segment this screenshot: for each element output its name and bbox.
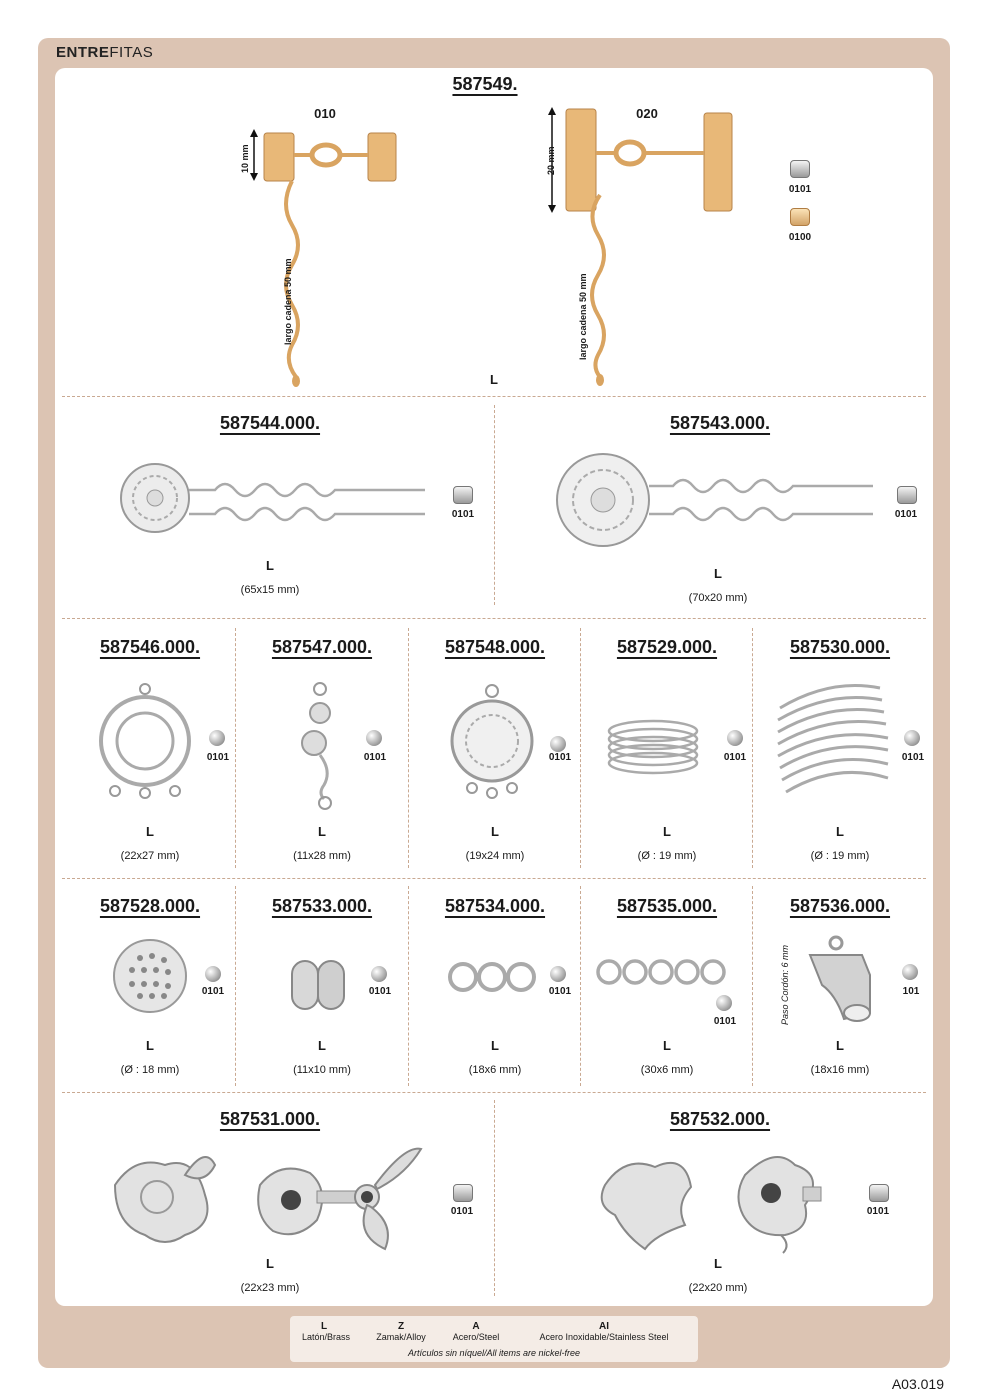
finish-swatch	[453, 1184, 473, 1202]
nickel-free-note: Artículos sin níquel/All items are nickel-free	[407, 1348, 581, 1358]
finish-code: 0101	[206, 752, 230, 763]
finish-code: 0101	[723, 752, 747, 763]
product-code: 587533.000.	[271, 896, 373, 916]
legend-key: L	[320, 1321, 328, 1332]
size-label: (22x23 mm)	[240, 1282, 300, 1294]
product-code: 587546.000.	[99, 637, 201, 657]
finish-swatch	[727, 730, 743, 746]
divider	[235, 628, 236, 868]
perforated-disc-image	[112, 938, 188, 1014]
size-label: (65x15 mm)	[240, 584, 300, 596]
divider	[752, 628, 753, 868]
divider	[494, 1100, 495, 1296]
finish-code: 0101	[866, 1206, 890, 1217]
five-ring-connector-image	[595, 955, 735, 989]
finish-code-0100: 0100	[788, 232, 812, 243]
material-label: L	[266, 1256, 274, 1271]
material-legend	[290, 1316, 698, 1362]
product-code-587549: 587549.	[452, 74, 518, 94]
size-label: (22x20 mm)	[688, 1282, 748, 1294]
material-label: L	[490, 372, 498, 387]
round-filigree-connector-image	[447, 683, 537, 803]
triple-ring-connector-image	[447, 960, 537, 994]
product-code: 587534.000.	[444, 896, 546, 916]
rose-magnetic-clasp-image	[105, 1145, 435, 1255]
material-label: L	[714, 1256, 722, 1271]
finish-code: 0101	[548, 986, 572, 997]
product-code: 587529.000.	[616, 637, 718, 657]
material-label: L	[491, 824, 499, 839]
celtic-connector-image	[95, 683, 195, 803]
ribbon-clamp-010-image	[240, 125, 410, 390]
size-label: (Ø : 19 mm)	[637, 850, 697, 862]
double-tube-image	[290, 955, 350, 1015]
legend-key: A	[472, 1321, 480, 1332]
finish-swatch	[366, 730, 382, 746]
size-label: (11x28 mm)	[293, 850, 351, 862]
size-label: (11x10 mm)	[293, 1064, 351, 1076]
finish-code: 0101	[363, 752, 387, 763]
page-number: A03.019	[891, 1376, 944, 1392]
size-label: (18x16 mm)	[810, 1064, 870, 1076]
finish-swatch	[897, 486, 917, 504]
product-code: 587532.000.	[669, 1109, 771, 1129]
divider	[62, 396, 926, 397]
material-label: L	[836, 1038, 844, 1053]
product-code: 587531.000.	[219, 1109, 321, 1129]
material-label: L	[266, 558, 274, 573]
finish-swatch	[902, 964, 918, 980]
product-code: 587548.000.	[444, 637, 546, 657]
finish-swatch	[453, 486, 473, 504]
product-code: 587543.000.	[669, 413, 771, 433]
divider	[235, 886, 236, 1086]
divider	[580, 886, 581, 1086]
finish-code: 0101	[451, 509, 475, 520]
legend-value: Acero Inoxidable/Stainless Steel	[539, 1332, 669, 1342]
section-title: ENTREFITAS	[56, 44, 154, 61]
product-code: 587528.000.	[99, 896, 201, 916]
filigree-hairpin-image	[553, 452, 883, 552]
cord-end-bail-image	[800, 935, 880, 1025]
finish-code: 0101	[713, 1016, 737, 1027]
divider	[408, 886, 409, 1086]
material-label: L	[836, 824, 844, 839]
divider	[580, 628, 581, 868]
finish-code: 0101	[368, 986, 392, 997]
finish-code: 0101	[894, 509, 918, 520]
size-label: (30x6 mm)	[640, 1064, 694, 1076]
material-label: L	[318, 1038, 326, 1053]
rose-connector-image	[298, 681, 348, 811]
finish-swatch	[550, 966, 566, 982]
leaf-magnetic-clasp-image	[595, 1145, 845, 1255]
finish-swatch	[550, 736, 566, 752]
divider	[752, 886, 753, 1086]
material-label: L	[146, 824, 154, 839]
material-label: L	[714, 566, 722, 581]
product-code: 587544.000.	[219, 413, 321, 433]
legend-value: Zamak/Alloy	[376, 1332, 426, 1342]
finish-swatch	[209, 730, 225, 746]
size-label: (22x27 mm)	[120, 850, 180, 862]
size-label: (70x20 mm)	[688, 592, 748, 604]
finish-code-0101: 0101	[788, 184, 812, 195]
finish-swatch	[904, 730, 920, 746]
filigree-hairpin-image	[115, 460, 435, 540]
wide-coil-ring-image	[770, 668, 895, 818]
legend-key: Z	[397, 1321, 405, 1332]
finish-swatch	[205, 966, 221, 982]
size-label: (Ø : 18 mm)	[120, 1064, 180, 1076]
material-label: L	[663, 1038, 671, 1053]
size-label: (18x6 mm)	[468, 1064, 522, 1076]
dimension-10mm: 10 mm	[240, 144, 250, 173]
legend-value: Latón/Brass	[301, 1332, 351, 1342]
material-label: L	[146, 1038, 154, 1053]
chain-length-label-010: largo cadena 50 mm	[283, 258, 293, 345]
ribbon-clamp-020-image	[538, 105, 748, 390]
finish-swatch	[716, 995, 732, 1011]
dimension-20mm: 20 mm	[546, 146, 556, 175]
material-label: L	[663, 824, 671, 839]
finish-swatch-silver	[790, 160, 810, 178]
product-code: 587530.000.	[789, 637, 891, 657]
product-code: 587547.000.	[271, 637, 373, 657]
legend-key: AI	[599, 1321, 609, 1332]
product-code: 587536.000.	[789, 896, 891, 916]
finish-swatch	[371, 966, 387, 982]
cord-size-note: Paso Cordón: 6 mm	[780, 944, 790, 1025]
divider	[494, 405, 495, 605]
size-label: (Ø : 19 mm)	[810, 850, 870, 862]
product-code: 587535.000.	[616, 896, 718, 916]
chain-length-label-020: largo cadena 50 mm	[578, 273, 588, 360]
divider	[408, 628, 409, 868]
variant-010-label: 010	[314, 106, 336, 121]
finish-code: 0101	[450, 1206, 474, 1217]
finish-swatch	[869, 1184, 889, 1202]
variant-020-label: 020	[636, 106, 658, 121]
divider	[62, 1092, 926, 1093]
finish-code: 0101	[901, 752, 925, 763]
coil-ring-image	[605, 713, 705, 783]
divider	[62, 878, 926, 879]
material-label: L	[318, 824, 326, 839]
finish-swatch-gold	[790, 208, 810, 226]
legend-value: Acero/Steel	[452, 1332, 500, 1342]
divider	[62, 618, 926, 619]
finish-code: 0101	[548, 752, 572, 763]
finish-code: 101	[902, 986, 920, 997]
finish-code: 0101	[201, 986, 225, 997]
material-label: L	[491, 1038, 499, 1053]
size-label: (19x24 mm)	[465, 850, 525, 862]
